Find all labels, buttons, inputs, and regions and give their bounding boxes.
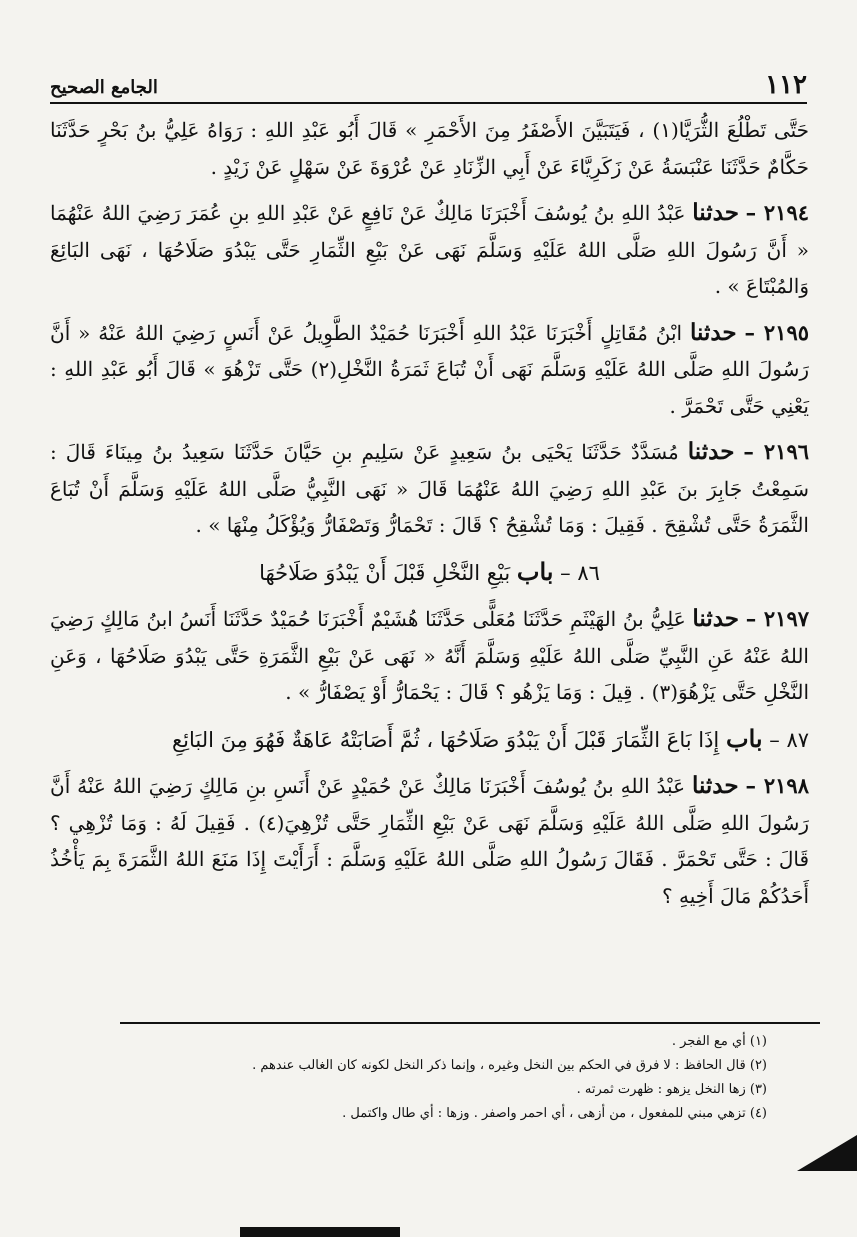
bab-label: باب <box>725 723 763 753</box>
haddathana-marker: حدثنا <box>692 605 740 632</box>
haddathana-marker: حدثنا <box>692 199 739 226</box>
hadith-2197 <box>50 601 809 711</box>
chapter-number: ٨٦ – <box>560 560 600 585</box>
page-number: ١١٢ <box>765 70 807 100</box>
hadith-number: ٢١٩٤ – <box>745 200 810 225</box>
hadith-2196 <box>50 434 809 544</box>
scan-edge-bar <box>240 1227 400 1237</box>
hadith-text: عَبْدُ اللهِ بنُ يُوسُفَ أَخْبَرَنَا مَالِكٌ عَنْ حُمَيْدٍ عَنْ أَنَسِ بنِ مَالِكٍ رَضِيَ اللهُ عَنْهُ أَنَّ رَسُولَ اللهِ صَلَّى اللهُ عَلَيْهِ وَسَلَّمَ نَهَى عَنْ بَيْعِ الثِّمَارِ حَتَّى تُزْهِيَ(٤) . فَقِيلَ لَهُ : وَمَا تُزْهِي ؟ قَالَ : حَتَّى تَحْمَرَّ . فَقَالَ رَسُولُ اللهِ صَلَّى اللهُ عَلَيْهِ وَسَلَّمَ : أَرَأَيْتَ إِذَا مَنَعَ اللهُ الثَّمَرَةَ بِمَ يَأْخُذُ أَحَدُكُمْ مَالَ أَخِيهِ ؟ <box>50 774 809 908</box>
chapter-title: بَيْعِ النَّخْلِ قَبْلَ أَنْ يَبْدُوَ صَلَاحُهَا <box>259 560 511 585</box>
footnotes <box>120 1030 767 1126</box>
hadith-2195 <box>50 315 809 425</box>
chapter-heading-87 <box>50 721 809 759</box>
haddathana-marker: حدثنا <box>690 318 737 346</box>
footnote-4: (٤) تزهي مبني للمفعول ، من أزهى ، أي احمر واصفر . وزها : أي طال واكتمل . <box>342 1106 767 1121</box>
bab-label: باب <box>516 556 554 586</box>
hadith-number: ٢١٩٧ – <box>745 606 810 631</box>
hadith-text: عَلِيُّ بنُ الهَيْثَمِ حَدَّثَنَا مُعَلًّى حَدَّثَنَا هُشَيْمٌ أَخْبَرَنَا حُمَيْدٌ حَدَّثَنَا أَنَسُ ابنُ مَالِكٍ رَضِيَ اللهُ عَنْهُ عَنِ النَّبِيِّ صَلَّى اللهُ عَلَيْهِ وَسَلَّمَ أَنَّهُ « نَهَى عَنْ بَيْعِ الثَّمَرَةِ حَتَّى يَبْدُوَ صَلَاحُهَا ، وَعَنِ النَّخْلِ حَتَّى يَزْهُوَ(٣) . قِيلَ : وَمَا يَزْهُو ؟ قَالَ : يَحْمَارُّ أَوْ يَصْفَارُّ » . <box>50 607 809 704</box>
hadith-number: ٢١٩٥ – <box>744 319 810 345</box>
hadith-text: ابْنُ مُقَاتِلٍ أَخْبَرَنَا عَبْدُ اللهِ أَخْبَرَنَا حُمَيْدٌ الطَّوِيلُ عَنْ أَنَسٍ رَضِيَ اللهُ عَنْهُ « أَنَّ رَسُولَ اللهِ صَلَّى اللهُ عَلَيْهِ وَسَلَّمَ نَهَى أَنْ تُبَاعَ ثَمَرَةُ النَّخْلِ(٢) حَتَّى تَزْهُوَ » قَالَ أَبُو عَبْدِ اللهِ : يَعْنِي حَتَّى تَحْمَرَّ . <box>50 320 809 418</box>
haddathana-marker: حدثنا <box>687 438 735 465</box>
footnote-1: (١) أي مع الفجر . <box>671 1034 767 1049</box>
hadith-number: ٢١٩٦ – <box>743 439 810 464</box>
continuation-paragraph: حَتَّى تَطْلُعَ الثُّرَيَّا(١) ، فَيَتَبَيَّنَ الأَصْفَرُ مِنَ الأَحْمَرِ » قَالَ أَبُو عَبْدِ اللهِ : رَوَاهُ عَلِيُّ بنُ بَحْرٍ حَدَّثَنَا حَكَّامٌ حَدَّثَنَا عَنْبَسَةُ عَنْ زَكَرِيَّاءَ عَنْ أَبِي الزِّنَادِ عَنْ عُرْوَةَ عَنْ سَهْلٍ عَنْ زَيْدٍ . <box>50 118 809 179</box>
hadith-2194 <box>50 195 809 305</box>
footnote-2: (٢) قال الحافظ : لا فرق في الحكم بين النخل وغيره ، وإنما ذكر النخل لكونه كان الغالب عندهم . <box>252 1058 767 1073</box>
footnote-divider <box>120 1022 820 1024</box>
footnote-3: (٣) زها النخل يزهو : ظهرت ثمرته . <box>576 1082 767 1097</box>
chapter-number: ٨٧ – <box>769 727 809 752</box>
scan-corner-mark <box>797 1135 857 1171</box>
chapter-heading-86 <box>50 554 809 592</box>
hadith-2198 <box>50 768 809 914</box>
main-text <box>50 112 809 924</box>
page-header <box>50 68 807 104</box>
hadith-text: مُسَدَّدٌ حَدَّثَنَا يَحْيَى بنُ سَعِيدٍ عَنْ سَلِيمِ بنِ حَيَّانَ حَدَّثَنَا سَعِيدُ بنُ مِينَاءَ قَالَ : سَمِعْتُ جَابِرَ بنَ عَبْدِ اللهِ رَضِيَ اللهُ عَنْهُمَا قَالَ « نَهَى النَّبِيُّ صَلَّى اللهُ عَلَيْهِ وَسَلَّمَ أَنْ تُبَاعَ الثَّمَرَةُ حَتَّى تُشْقِحَ . فَقِيلَ : وَمَا تُشْقِحُ ؟ قَالَ : تَحْمَارُّ وَتَصْفَارُّ وَيُؤْكَلُ مِنْهَا » . <box>50 440 809 537</box>
hadith-text: عَبْدُ اللهِ بنُ يُوسُفَ أَخْبَرَنَا مَالِكٌ عَنْ نَافِعٍ عَنْ عَبْدِ اللهِ بنِ عُمَرَ رَضِيَ اللهُ عَنْهُمَا « أَنَّ رَسُولَ اللهِ صَلَّى اللهُ عَلَيْهِ وَسَلَّمَ نَهَى عَنْ بَيْعِ الثِّمَارِ حَتَّى يَبْدُوَ صَلَاحُهَا ، نَهَى البَائِعَ وَالمُبْتَاعَ » . <box>50 201 809 298</box>
hadith-number: ٢١٩٨ – <box>745 773 809 798</box>
haddathana-marker: حدثنا <box>691 772 739 799</box>
chapter-title: إِذَا بَاعَ الثِّمَارَ قَبْلَ أَنْ يَبْدُوَ صَلَاحُهَا ، ثُمَّ أَصَابَتْهُ عَاهَةٌ فَهُوَ مِنَ البَائِعِ <box>171 727 720 752</box>
book-title: الجامع الصحيح <box>50 77 158 98</box>
